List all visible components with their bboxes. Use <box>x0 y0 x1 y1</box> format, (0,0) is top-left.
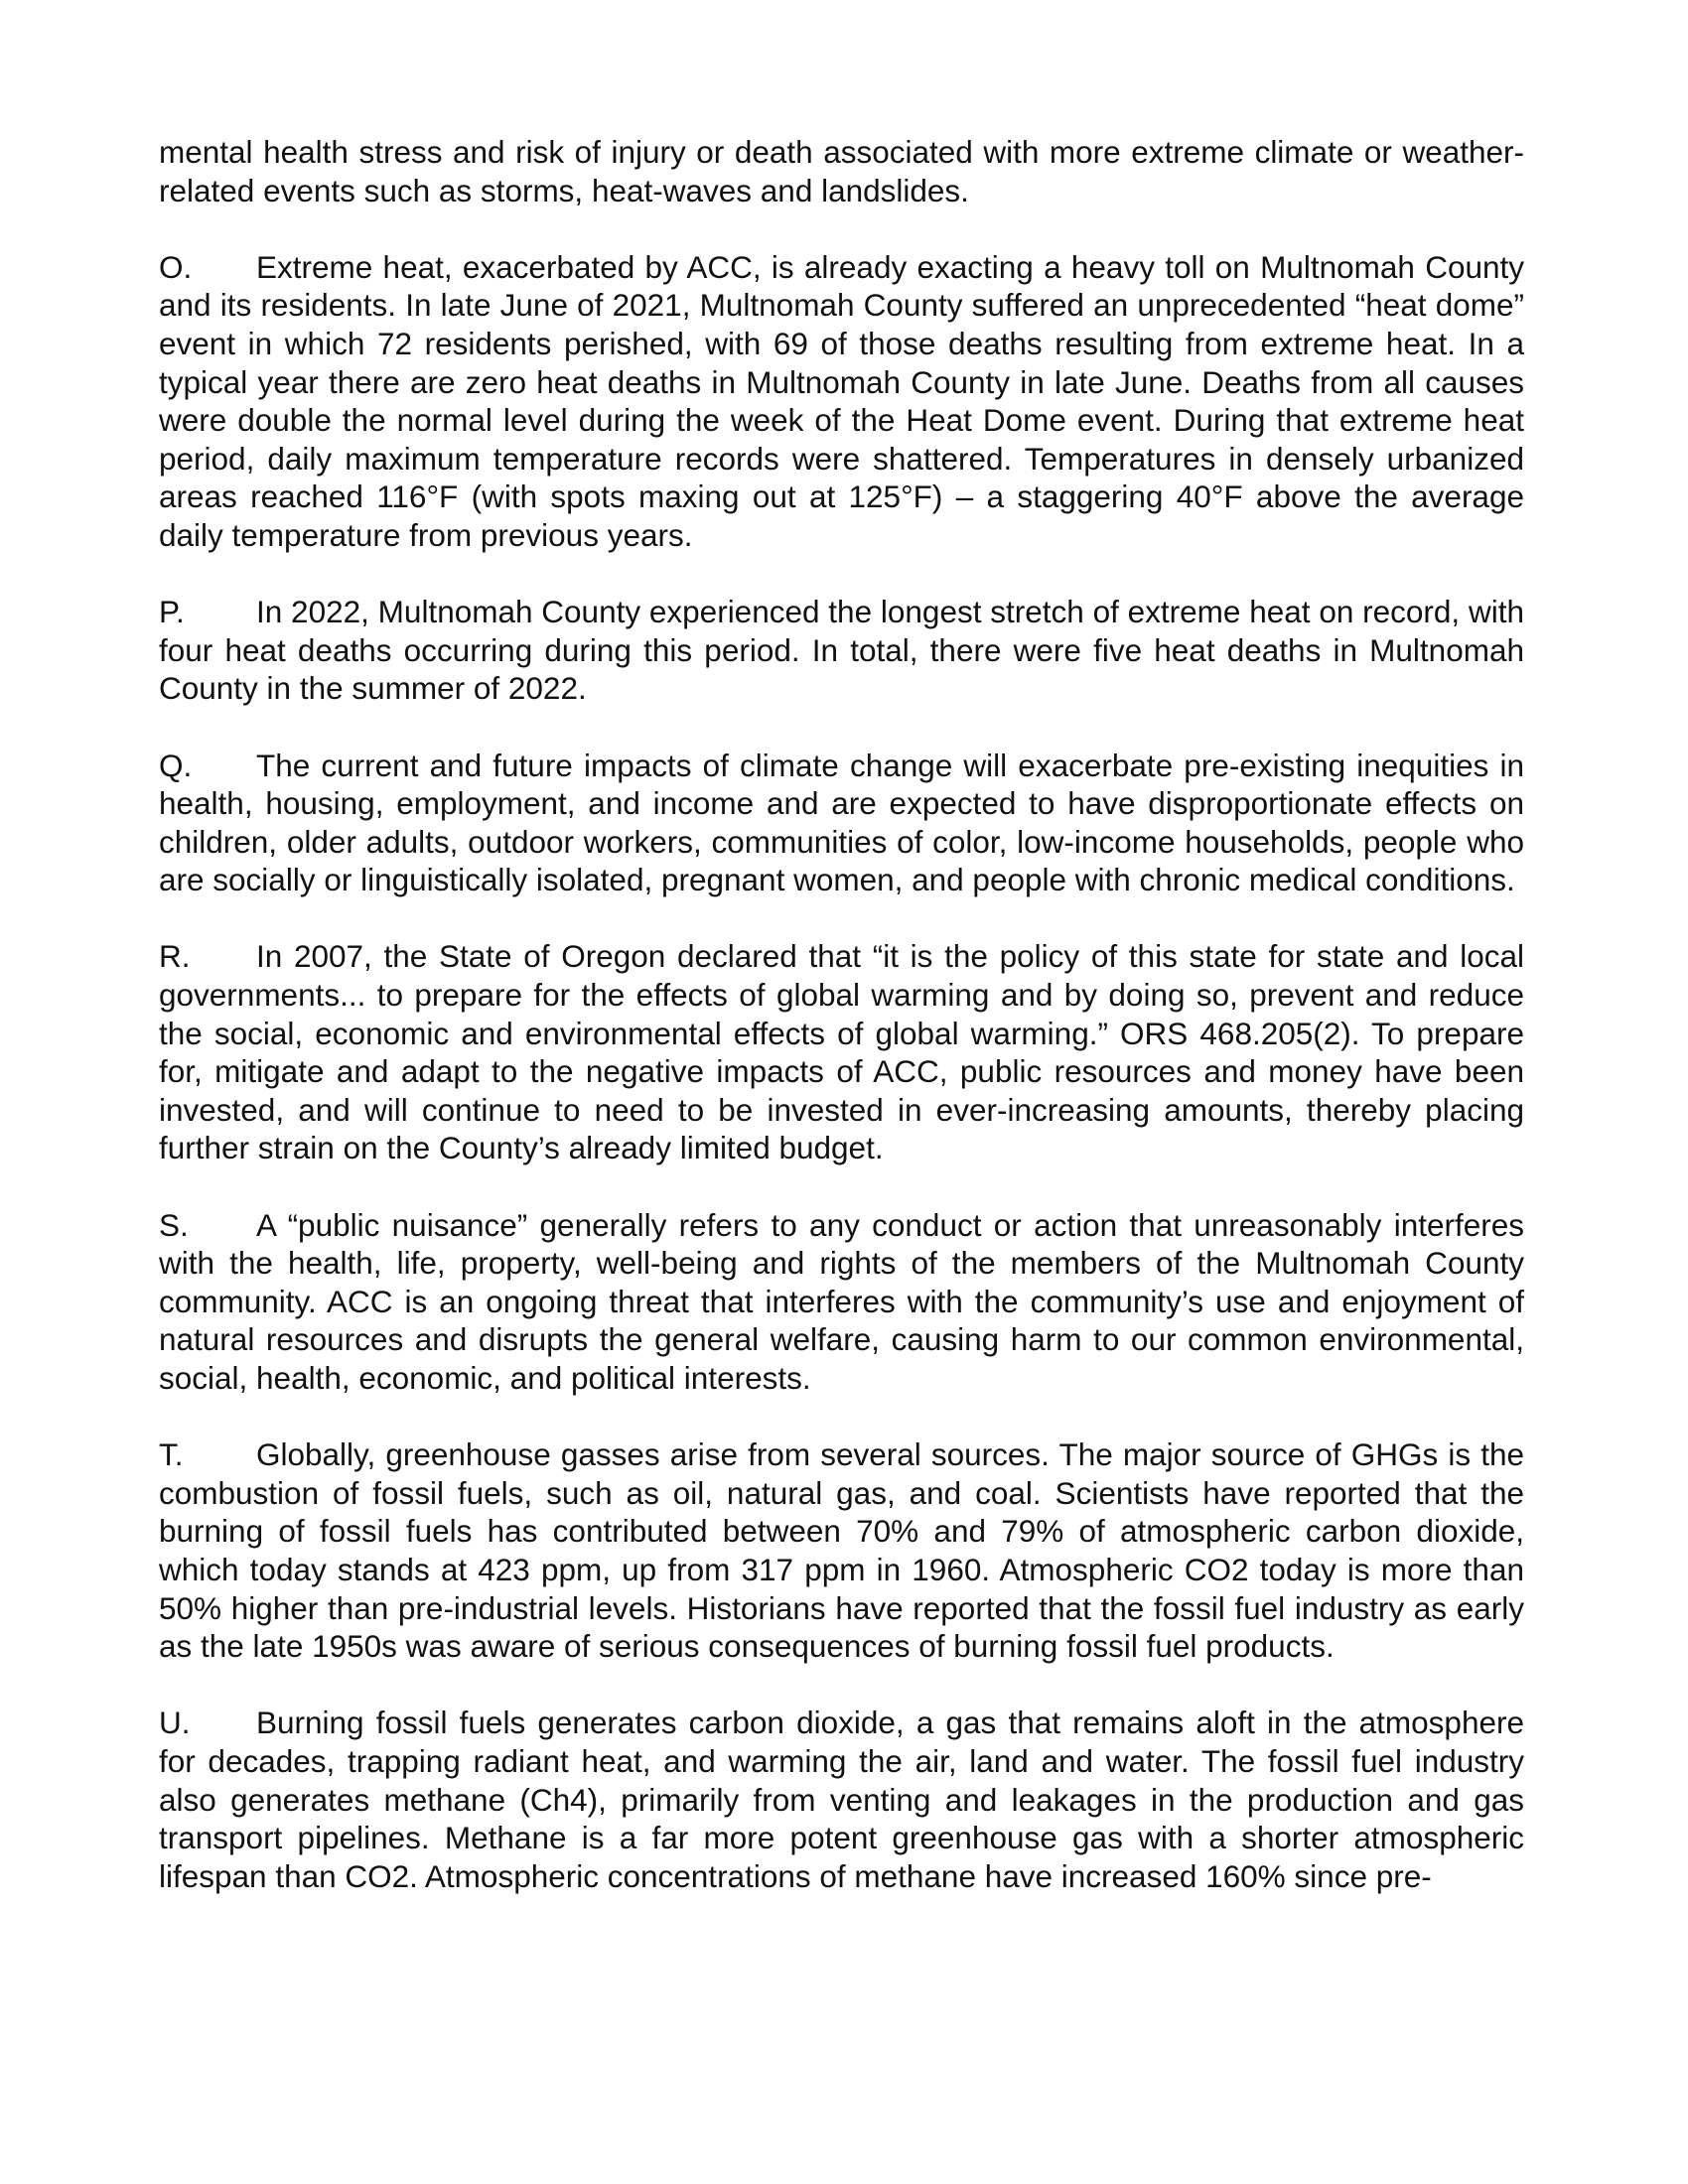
paragraph-o <box>159 248 1524 555</box>
paragraph-text: In 2022, Multnomah County experienced the longest stretch of extreme heat on record, with four heat deaths occurring during this period. In total, there were five heat deaths in Multnomah County in the summer of 2022. <box>159 594 1524 707</box>
paragraph-t <box>159 1435 1524 1666</box>
paragraph-text: mental health stress and risk of injury or death associated with more extreme climate or weather-related events such as storms, heat-waves and landslides. <box>159 134 1524 208</box>
paragraph-text: Globally, greenhouse gasses arise from several sources. The major source of GHGs is the combustion of fossil fuels, such as oil, natural gas, and coal. Scientists have reported that the burning of fossil fuels has contributed between 70% and 79% of atmospheric carbon dioxide, which today stands at 423 ppm, up from 317 ppm in 1960. Atmospheric CO2 today is more than 50% higher than pre-industrial levels. Historians have reported that the fossil fuel industry as early as the late 1950s was aware of serious consequences of burning fossil fuel products. <box>159 1436 1524 1665</box>
paragraph-letter: R. <box>159 938 191 975</box>
paragraph-s <box>159 1206 1524 1398</box>
paragraph-text: A “public nuisance” generally refers to any conduct or action that unreasonably interferes with the health, life, property, well-being and rights of the members of the Multnomah County community. ACC is an ongoing threat that interferes with the community’s use and enjoyment of natural resources and disrupts the general welfare, causing harm to our common environmental, social, health, economic, and political interests. <box>159 1206 1524 1396</box>
paragraph-text: In 2007, the State of Oregon declared that “it is the policy of this state for state and local governments... to prepare for the effects of global warming and by doing so, prevent and reduce the social, economic and environmental effects of global warming.” ORS 468.205(2). To prepare for, mitigate and adapt to the negative impacts of ACC, public resources and money have been invested, and will continue to need to be invested in ever-increasing amounts, thereby placing further strain on the County’s already limited budget. <box>159 938 1524 1166</box>
document-page <box>159 133 1524 1934</box>
paragraph-letter: S. <box>159 1206 189 1243</box>
paragraph-text: Extreme heat, exacerbated by ACC, is already exacting a heavy toll on Multnomah County and its residents. In late June of 2021, Multnomah County suffered an unprecedented “heat dome” event in which 72 residents perished, with 69 of those deaths resulting from extreme heat. In a typical year there are zero heat deaths in Multnomah County in late June. Deaths from all causes were double the normal level during the week of the Heat Dome event. During that extreme heat period, daily maximum temperature records were shattered. Temperatures in densely urbanized areas reached 116°F (with spots maxing out at 125°F) – a staggering 40°F above the average daily temperature from previous years. <box>159 248 1524 553</box>
paragraph-text: Burning fossil fuels generates carbon dioxide, a gas that remains aloft in the atmosphere for decades, trapping radiant heat, and warming the air, land and water. The fossil fuel industry also generates methane (Ch4), primarily from venting and leakages in the production and gas transport pipelines. Methane is a far more potent greenhouse gas with a shorter atmospheric lifespan than CO2. Atmospheric concentrations of methane have increased 160% since pre- <box>159 1705 1524 1894</box>
paragraph-letter: O. <box>159 248 193 285</box>
paragraph-u <box>159 1704 1524 1895</box>
paragraph-letter: T. <box>159 1436 184 1473</box>
paragraph-p <box>159 593 1524 708</box>
paragraph-q <box>159 747 1524 899</box>
paragraph-continuation <box>159 133 1524 209</box>
paragraph-r <box>159 937 1524 1167</box>
paragraph-letter: P. <box>159 594 185 630</box>
paragraph-letter: U. <box>159 1705 191 1741</box>
paragraph-text: The current and future impacts of climate change will exacerbate pre-existing inequities in health, housing, employment, and income and are expected to have disproportionate effects on children, older adults, outdoor workers, communities of color, low-income households, people who are socially or linguistically isolated, pregnant women, and people with chronic medical conditions. <box>159 747 1524 898</box>
paragraph-letter: Q. <box>159 747 193 783</box>
